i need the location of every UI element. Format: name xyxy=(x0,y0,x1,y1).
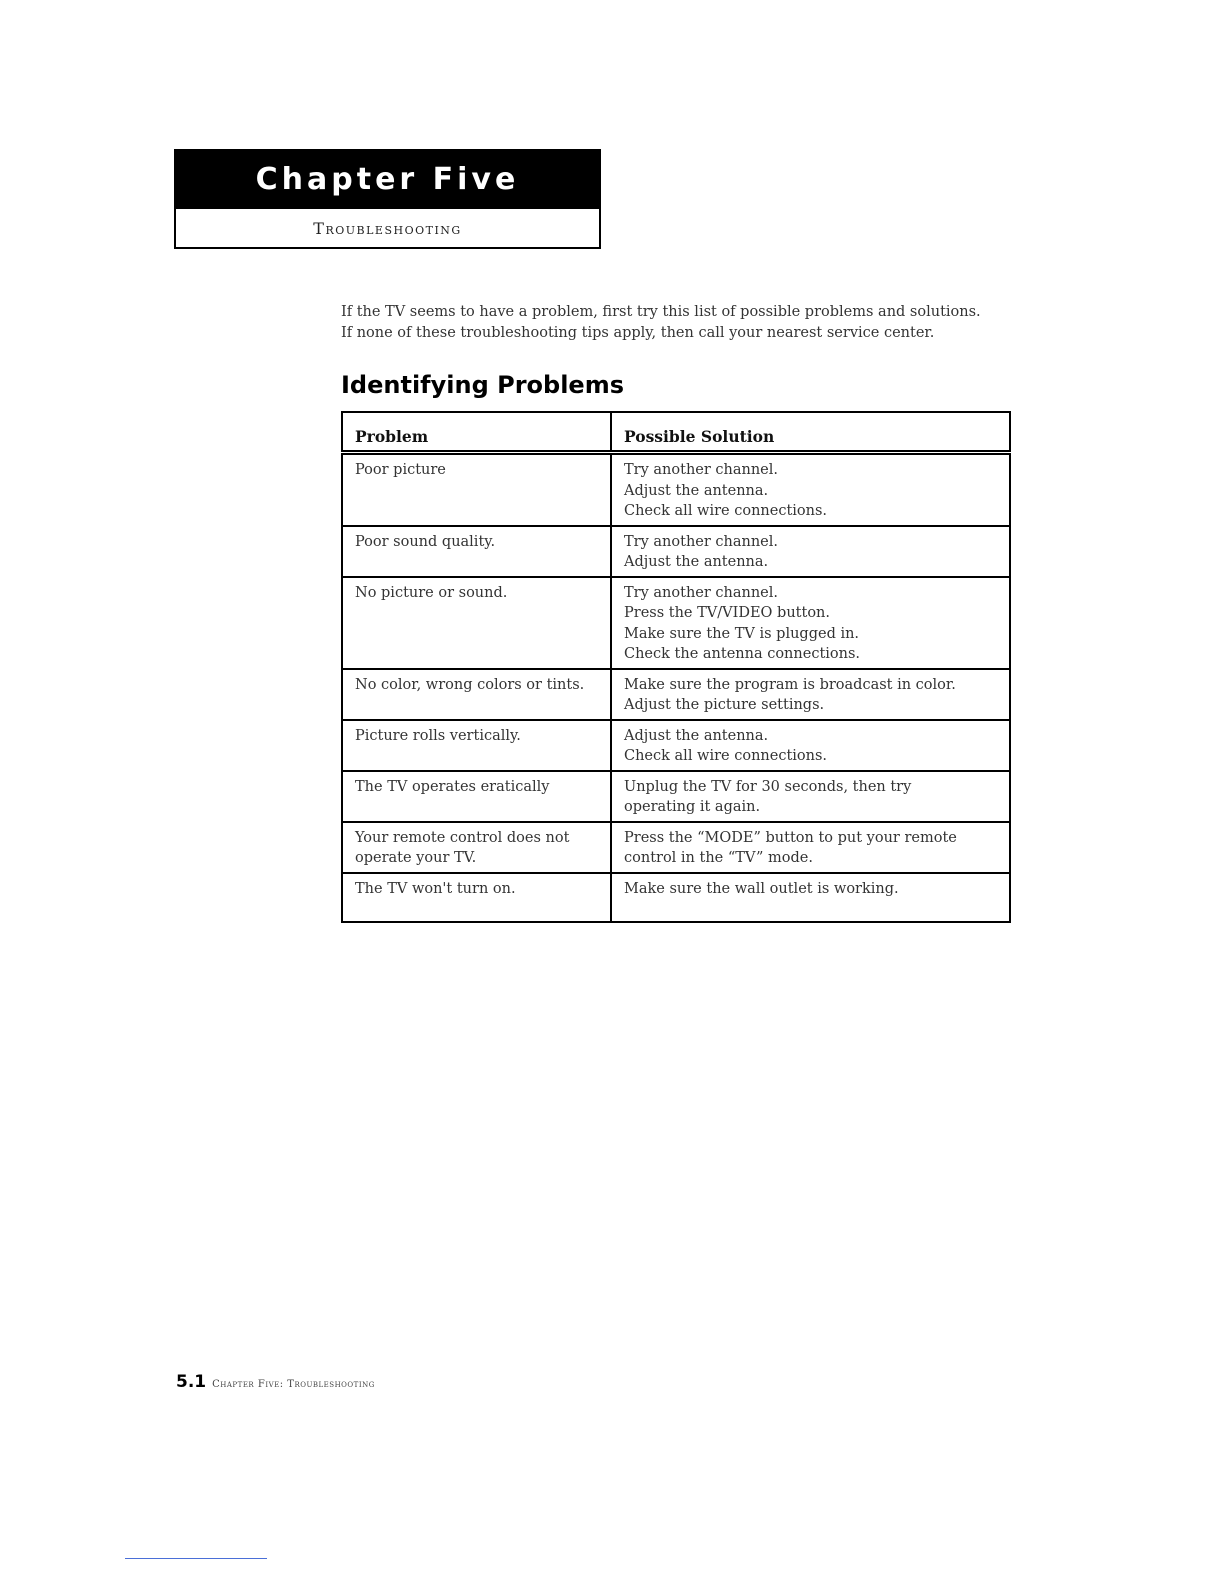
table-body xyxy=(342,453,1010,923)
table-row xyxy=(342,669,1010,720)
solution-line: Press the “MODE” button to put your remote xyxy=(624,829,957,846)
solution-line: control in the “TV” mode. xyxy=(624,850,813,866)
chapter-title: Chapter Five xyxy=(176,151,599,209)
bottom-rule xyxy=(125,1558,267,1559)
problem-cell: No color, wrong colors or tints. xyxy=(342,669,611,720)
problem-cell: Your remote control does not operate your TV. xyxy=(342,822,611,873)
solution-line: Adjust the antenna. xyxy=(624,727,769,744)
column-header-solution: Possible Solution xyxy=(611,412,1010,453)
solution-line: Try another channel. xyxy=(624,584,779,601)
table-row xyxy=(342,526,1010,577)
solution-line: Try another channel. xyxy=(624,462,779,478)
problem-cell: The TV won't turn on. xyxy=(342,873,611,923)
solution-cell xyxy=(611,720,1010,771)
solution-line: operating it again. xyxy=(624,799,761,815)
solution-line: Try another channel. xyxy=(624,533,779,550)
section-heading: Identifying Problems xyxy=(341,371,624,399)
table-header-row xyxy=(342,412,1010,453)
solution-line: Check the antenna connections. xyxy=(624,646,861,662)
solution-line: Check all wire connections. xyxy=(624,503,828,519)
solution-line: Make sure the wall outlet is working. xyxy=(624,880,899,897)
solution-cell xyxy=(611,822,1010,873)
problem-cell: No picture or sound. xyxy=(342,577,611,669)
problem-cell: Poor sound quality. xyxy=(342,526,611,577)
solution-cell xyxy=(611,577,1010,669)
solution-line: Check all wire connections. xyxy=(624,748,828,764)
page-footer xyxy=(176,1372,375,1392)
problem-cell: Poor picture xyxy=(342,453,611,526)
solution-line: Adjust the antenna. xyxy=(624,482,769,499)
chapter-subtitle: Troubleshooting xyxy=(313,219,462,238)
table-row xyxy=(342,577,1010,669)
table-row xyxy=(342,822,1010,873)
problem-cell: Picture rolls vertically. xyxy=(342,720,611,771)
solution-cell xyxy=(611,669,1010,720)
solution-line: Make sure the TV is plugged in. xyxy=(624,625,860,642)
solution-cell xyxy=(611,771,1010,822)
column-header-problem: Problem xyxy=(342,412,611,453)
solution-line: Adjust the antenna. xyxy=(624,554,769,570)
intro-line: If none of these troubleshooting tips apply, then call your nearest service center. xyxy=(341,325,935,341)
page-number: 5.1 xyxy=(176,1372,207,1392)
solution-line: Make sure the program is broadcast in color. xyxy=(624,676,956,693)
troubleshooting-table xyxy=(341,411,1011,923)
intro-line: If the TV seems to have a problem, first try this list of possible problems and solutions. xyxy=(341,304,981,320)
footer-chapter-label: Chapter Five: Troubleshooting xyxy=(212,1379,375,1390)
table-row xyxy=(342,720,1010,771)
solution-cell xyxy=(611,873,1010,923)
solution-cell xyxy=(611,526,1010,577)
solution-cell xyxy=(611,453,1010,526)
chapter-header xyxy=(174,149,601,249)
solution-line: Adjust the picture settings. xyxy=(624,697,825,713)
problem-cell: The TV operates eratically xyxy=(342,771,611,822)
table-row xyxy=(342,453,1010,526)
intro-paragraph xyxy=(341,302,1021,344)
solution-line: Unplug the TV for 30 seconds, then try xyxy=(624,778,912,795)
table-row xyxy=(342,771,1010,822)
table-row xyxy=(342,873,1010,923)
solution-line: Press the TV/VIDEO button. xyxy=(624,605,831,621)
